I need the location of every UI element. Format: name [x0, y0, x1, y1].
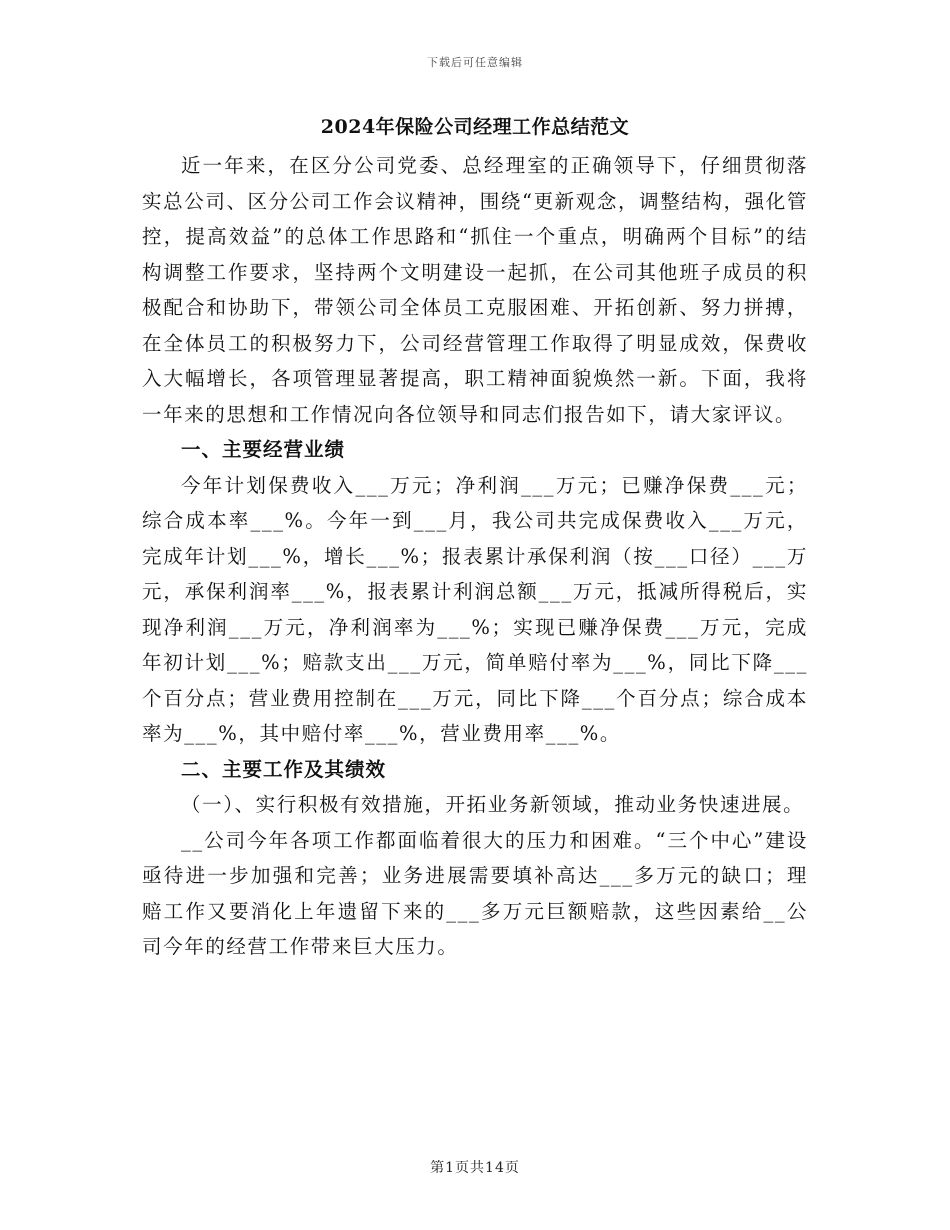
document-title: 2024年保险公司经理工作总结范文	[320, 116, 630, 138]
section-2-subheading: （一）、实行积极有效措施，开拓业务新领域，推动业务快速进展。	[181, 793, 805, 816]
page-footer: 第1页共14页	[430, 1160, 520, 1176]
section-1-heading: 一、主要经营业绩	[181, 438, 346, 461]
section-2-paragraph: __公司今年各项工作都面临着很大的压力和困难。“三个中心”建设亟待进一步加强和完善；业务进展需要填补高达___多万元的缺口；理赔工作又要消化上年遗留下来的___多万元巨额赔款，这些因素给__公司今年的经营工作带来巨大压力。	[142, 828, 808, 958]
intro-paragraph: 近一年来，在区分公司党委、总经理室的正确领导下，仔细贯彻落实总公司、区分公司工作会议精神，围绕“更新观念，调整结构，强化管控，提高效益”的总体工作思路和“抓住一个重点，明确两个目标”的结构调整工作要求，坚持两个文明建设一起抓，在公司其他班子成员的积极配合和协助下，带领公司全体员工克服困难、开拓创新、努力拼搏，在全体员工的积极努力下，公司经营管理工作取得了明显成效，保费收入大幅增长，各项管理显著提高，职工精神面貌焕然一新。下面，我将一年来的思想和工作情况向各位领导和同志们报告如下，请大家评议。	[142, 154, 808, 426]
header-note: 下载后可任意编辑	[427, 56, 523, 69]
section-2-heading: 二、主要工作及其绩效	[181, 757, 387, 781]
section-1-paragraph: 今年计划保费收入___万元；净利润___万元；已赚净保费___元；综合成本率___%。今年一到___月，我公司共完成保费收入___万元，完成年计划___%，增长___%；报表累计承保利润（按___口径）___万元，承保利润率___%，报表累计利润总额___万元，抵减所得税后，实现净利润___万元，净利润率为___%；实现已赚净保费___万元，完成年初计划___%；赔款支出___万元，简单赔付率为___%，同比下降___个百分点；营业费用控制在___万元，同比下降___个百分点；综合成本率为___%，其中赔付率___%，营业费用率___%。	[142, 473, 808, 745]
document-body	[142, 148, 808, 965]
